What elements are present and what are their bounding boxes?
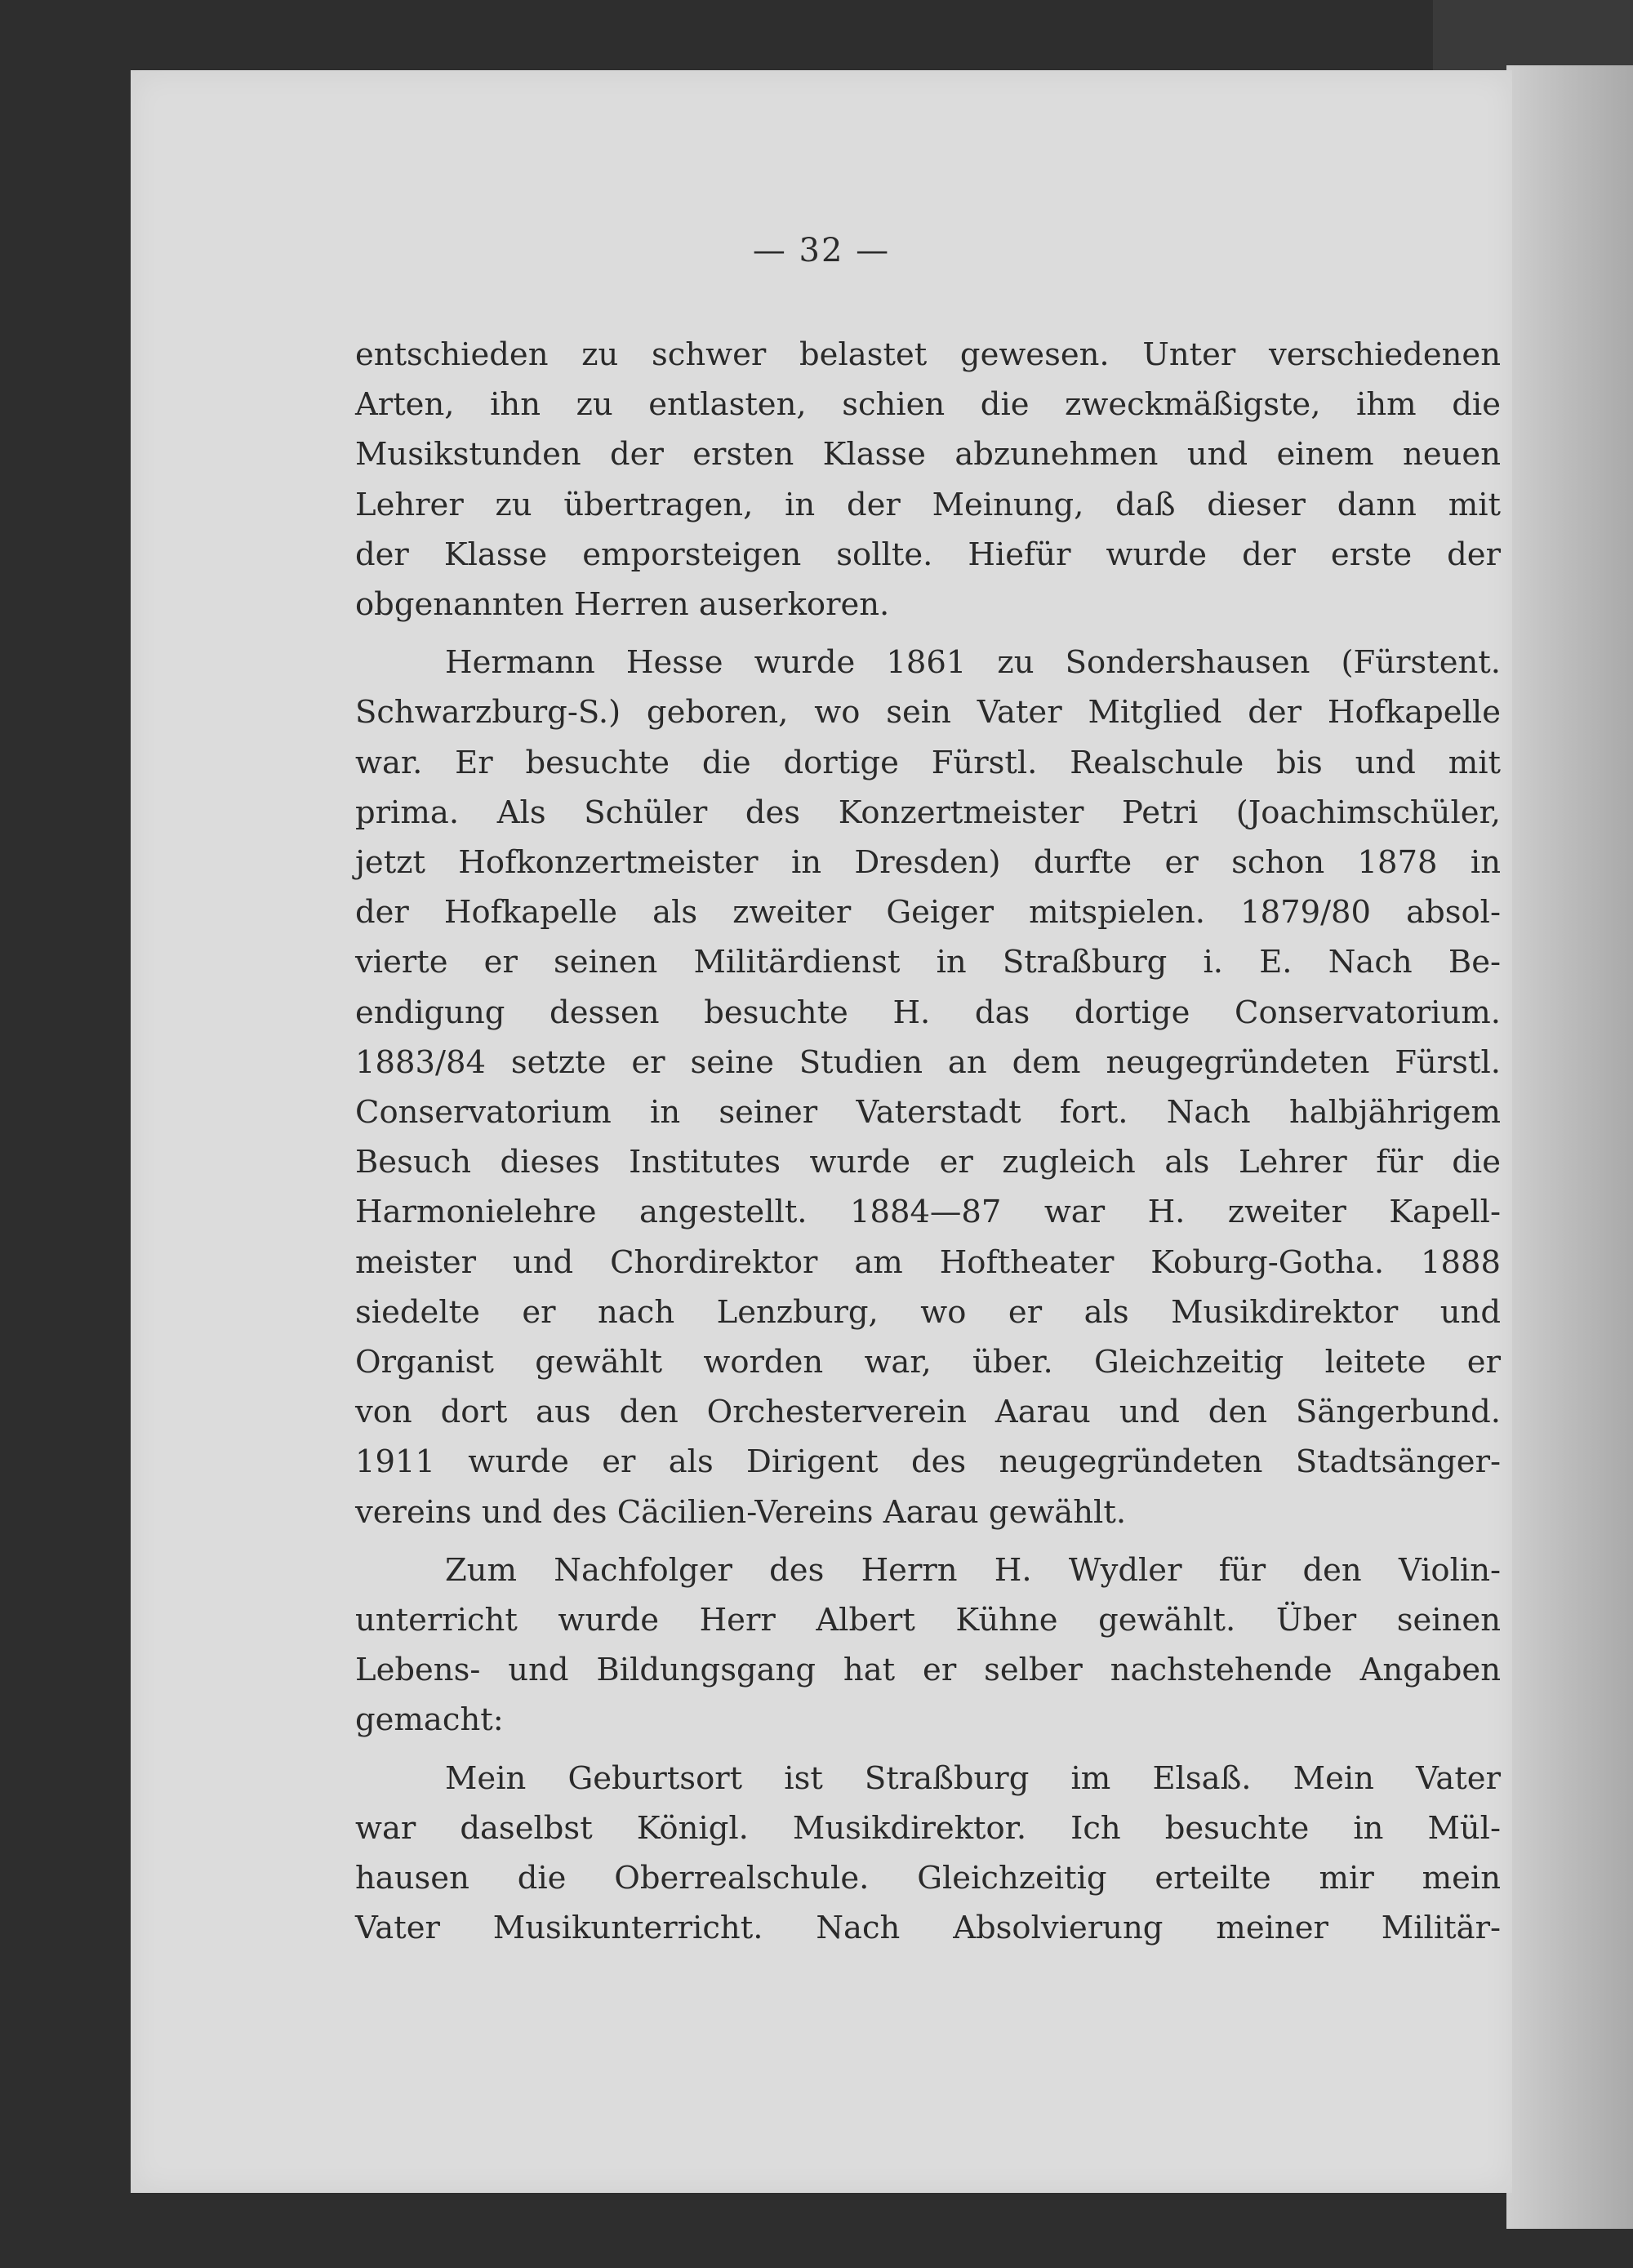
page-number: — 32 — [752,232,891,269]
text-line: vereins und des Cäcilien-Vereins Aarau gewählt. [355,1493,1127,1531]
text-line: endigung dessen besuchte H. das dortige Conservatorium. [355,994,1501,1031]
text-line: der Hofkapelle als zweiter Geiger mitspielen. 1879/80 absol- [355,894,1501,932]
paragraph-4 [355,1754,1501,1954]
text-line: Schwarzburg-S.) geboren, wo sein Vater Mitglied der Hofkapelle [355,694,1501,732]
text-line: 1911 wurde er als Dirigent des neugegründeten Stadtsänger- [355,1443,1501,1481]
text-line: prima. Als Schüler des Konzertmeister Petri (Joachimschüler, [355,794,1501,831]
facing-page-edge [1506,65,1633,2229]
text-line: der Klasse emporsteigen sollte. Hiefür wurde der erste der [355,536,1501,573]
text-line: unterricht wurde Herr Albert Kühne gewählt. Über seinen [355,1602,1501,1639]
text-line: Hermann Hesse wurde 1861 zu Sondershausen (Fürstent. [445,644,1501,682]
text-line: siedelte er nach Lenzburg, wo er als Musikdirektor und [355,1293,1501,1331]
text-line: Besuch dieses Institutes wurde er zugleich als Lehrer für die [355,1144,1501,1181]
text-line: Arten, ihn zu entlasten, schien die zweckmäßigste, ihm die [355,386,1501,424]
text-line: war daselbst Königl. Musikdirektor. Ich besuchte in Mül- [355,1809,1501,1847]
text-line: entschieden zu schwer belastet gewesen. Unter verschiedenen [355,336,1501,373]
text-line: Organist gewählt worden war, über. Gleichzeitig leitete er [355,1344,1501,1381]
text-line: Vater Musikunterricht. Nach Absolvierung meiner Militär- [355,1910,1501,1947]
text-line: 1883/84 setzte er seine Studien an dem neugegründeten Fürstl. [355,1043,1501,1081]
paragraph-3 [355,1545,1501,1745]
text-line: Mein Geburtsort ist Straßburg im Elsaß. Mein Vater [445,1759,1501,1797]
text-line: obgenannten Herren auserkoren. [355,586,890,624]
text-line: Harmonielehre angestellt. 1884—87 war H. zweiter Kapell- [355,1194,1501,1231]
text-line: gemacht: [355,1701,504,1739]
text-line: Lebens- und Bildungsgang hat er selber nachstehende Angaben [355,1652,1501,1689]
text-line: hausen die Oberrealschule. Gleichzeitig erteilte mir mein [355,1860,1501,1897]
paragraph-1 [355,330,1501,629]
text-line: von dort aus den Orchesterverein Aarau und den Sängerbund. [355,1394,1501,1431]
paragraph-2 [355,638,1501,1537]
text-line: meister und Chordirektor am Hoftheater Koburg-Gotha. 1888 [355,1243,1501,1281]
text-line: vierte er seinen Militärdienst in Straßburg i. E. Nach Be- [355,944,1501,981]
body-text [355,330,1501,1962]
text-line: Zum Nachfolger des Herrn H. Wydler für den Violin- [445,1551,1501,1589]
text-line: Musikstunden der ersten Klasse abzunehmen und einem neuen [355,436,1501,474]
text-line: Lehrer zu übertragen, in der Meinung, daß dieser dann mit [355,486,1501,523]
text-line: jetzt Hofkonzertmeister in Dresden) durfte er schon 1878 in [355,844,1501,882]
book-page [131,70,1512,2193]
text-line: Conservatorium in seiner Vaterstadt fort. Nach halbjährigem [355,1094,1501,1132]
text-line: war. Er besuchte die dortige Fürstl. Realschule bis und mit [355,744,1501,781]
